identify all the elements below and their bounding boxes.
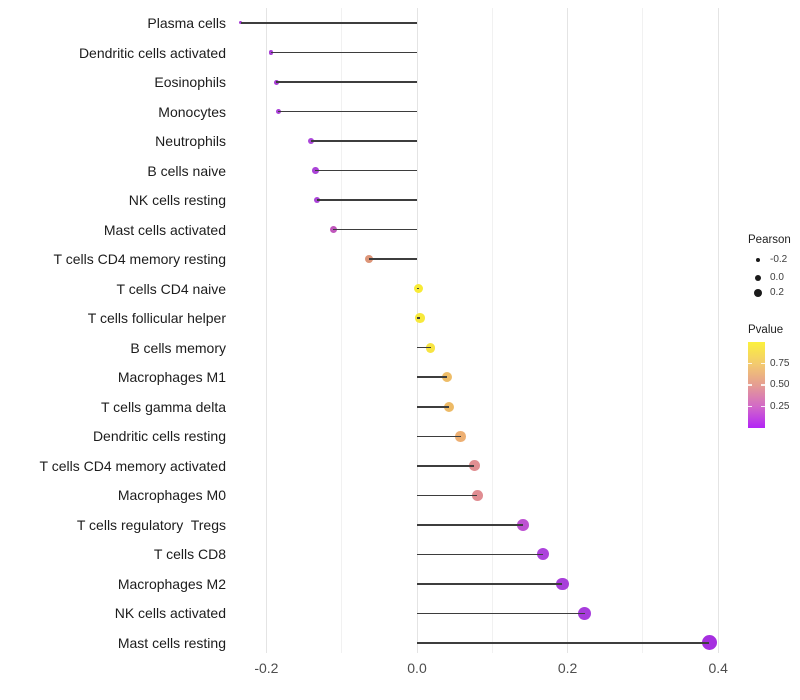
colorbar-tick-label: 0.50 xyxy=(770,379,790,390)
lollipop-stem xyxy=(241,22,417,24)
size-legend-label: 0.0 xyxy=(770,272,784,283)
lollipop-stem xyxy=(417,642,709,644)
colorbar-tick-notch xyxy=(761,406,765,408)
y-axis-label: T cells regulatory Tregs xyxy=(76,516,226,533)
y-axis-label: Plasma cells xyxy=(147,15,226,31)
lollipop-stem xyxy=(417,317,420,319)
size-legend-dot-icon xyxy=(754,289,762,297)
y-axis-label: Eosinophils xyxy=(154,74,226,91)
gridline-major xyxy=(718,8,719,653)
y-axis-label: T cells CD4 naive xyxy=(116,280,226,297)
lollipop-stem xyxy=(271,52,417,54)
colorbar-tick-label: 0.75 xyxy=(770,357,790,369)
x-axis-tick-label: -0.2 xyxy=(254,660,279,676)
gridline-major xyxy=(417,8,418,653)
lollipop-stem xyxy=(333,229,417,231)
lollipop-stem xyxy=(417,465,474,467)
y-axis-label: Macrophages M0 xyxy=(117,487,226,504)
lollipop-stem xyxy=(417,524,523,526)
y-axis-label: Neutrophils xyxy=(155,133,226,150)
lollipop-stem xyxy=(417,406,449,408)
y-axis-label: T cells CD8 xyxy=(153,546,226,563)
gridline-minor xyxy=(341,8,342,653)
y-axis-label: T cells CD4 memory resting xyxy=(53,251,226,268)
y-axis-label: Dendritic cells resting xyxy=(92,428,226,445)
y-axis-label: Macrophages M1 xyxy=(117,369,226,386)
colorbar-tick-label: 0.25 xyxy=(770,400,790,412)
y-axis-label: B cells naive xyxy=(147,162,226,179)
lollipop-stem xyxy=(317,199,417,201)
y-axis-label: NK cells activated xyxy=(114,605,226,622)
lollipop-stem xyxy=(417,376,447,378)
lollipop-stem xyxy=(417,613,585,615)
lollipop-stem xyxy=(311,140,417,142)
pvalue-colorbar xyxy=(748,342,765,428)
colorbar-tick-notch xyxy=(761,363,765,365)
size-legend-dot-icon xyxy=(755,275,762,282)
color-legend-title: Pvalue xyxy=(748,324,784,336)
lollipop-stem xyxy=(417,583,562,585)
lollipop-stem xyxy=(276,81,417,83)
y-axis-label: Mast cells resting xyxy=(117,634,226,651)
lollipop-stem xyxy=(369,258,417,260)
y-axis-label: Mast cells activated xyxy=(103,221,226,238)
y-axis-label: Macrophages M2 xyxy=(117,575,226,592)
lollipop-stem xyxy=(417,436,461,438)
colorbar-tick-notch xyxy=(761,384,765,386)
y-axis-label: T cells CD4 memory activated xyxy=(39,457,226,474)
gridline-minor xyxy=(642,8,643,653)
y-axis-label: Dendritic cells activated xyxy=(78,44,226,61)
colorbar-tick-notch xyxy=(748,363,752,365)
gridline-major xyxy=(266,8,267,653)
size-legend-label: -0.2 xyxy=(770,254,788,265)
colorbar-tick-notch xyxy=(748,384,752,386)
gridline-major xyxy=(567,8,568,653)
gridline-minor xyxy=(492,8,493,653)
lollipop-stem xyxy=(417,554,543,556)
lollipop-stem xyxy=(278,111,417,113)
x-axis-tick-label: 0.2 xyxy=(557,660,578,676)
x-axis-tick-label: 0.4 xyxy=(708,660,728,676)
lollipop-stem xyxy=(417,347,431,349)
colorbar-tick-notch xyxy=(748,406,752,408)
y-axis-label: NK cells resting xyxy=(128,192,226,209)
y-axis-label: T cells gamma delta xyxy=(100,398,226,415)
y-axis-label: T cells follicular helper xyxy=(87,310,226,327)
y-axis-label: Monocytes xyxy=(158,103,226,120)
y-axis-label: B cells memory xyxy=(130,339,226,356)
lollipop-stem xyxy=(417,288,419,290)
lollipop-stem xyxy=(315,170,417,172)
size-legend-label: 0.2 xyxy=(770,286,784,298)
lollipop-stem xyxy=(417,495,477,497)
size-legend-title: Pearson xyxy=(748,234,791,246)
x-axis-tick-label: 0.0 xyxy=(407,660,427,676)
size-legend-dot-icon xyxy=(756,258,761,263)
